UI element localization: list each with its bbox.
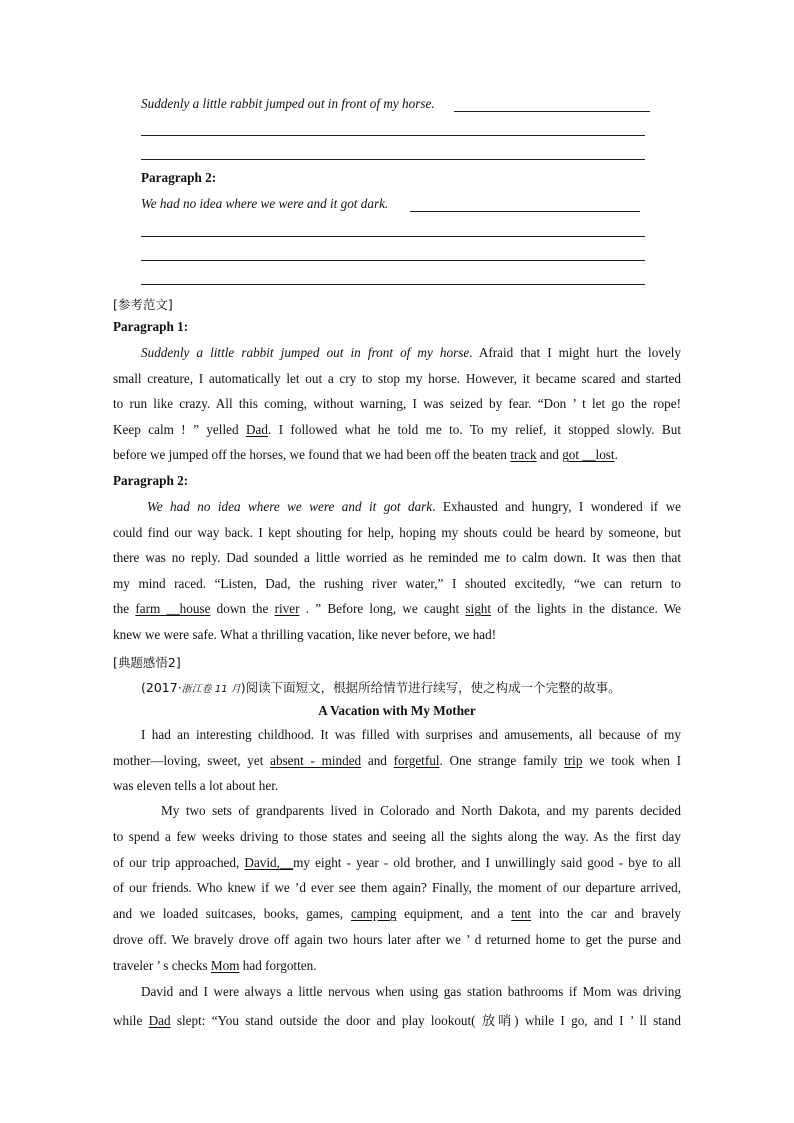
- text-run: mother—loving, sweet, yet: [113, 752, 271, 768]
- paragraph2-prompt: We had no idea where we were and it got dark.: [141, 196, 389, 211]
- instruction-text: )阅读下面短文，根据所给情节进行续写，使之构成一个完整的故事。: [240, 680, 621, 695]
- source-year: (2017·: [141, 680, 182, 695]
- text-run: and we loaded suitcases, books, games,: [113, 906, 351, 922]
- text-run: I had an interesting childhood. It was filled with surprises and amusements, all because of my: [141, 727, 681, 742]
- text-run: was eleven tells a lot about her.: [113, 778, 279, 793]
- text-line: [113, 753, 681, 769]
- text-run: . Exhausted and hungry, I wondered if we: [432, 499, 681, 514]
- text-line: [113, 371, 681, 387]
- model-paragraph2-heading: Paragraph 2:: [113, 473, 189, 488]
- text-line: [113, 829, 681, 845]
- text-run: slept: “You stand outside the door and play lookout( 放哨) while I go, and I ’ ll stand: [170, 1012, 681, 1028]
- underlined-word: got __lost: [562, 447, 615, 462]
- text-run: down the: [210, 601, 275, 616]
- text-line: [161, 803, 681, 819]
- text-run: small creature, I automatically let out a cry to stop my horse. However, it became scared and started: [113, 370, 681, 386]
- underlined-word: absent - minded: [270, 752, 362, 768]
- text-line: [141, 345, 681, 361]
- underlined-word: Dad: [245, 421, 268, 437]
- answer-line: [141, 236, 645, 237]
- practice-instruction: [141, 678, 621, 696]
- text-run: Keep calm ! ” yelled: [113, 421, 246, 437]
- text-run: knew we were safe. What a thrilling vacation, like never before, we had!: [113, 626, 497, 642]
- underlined-word: track: [510, 447, 537, 462]
- text-line: [113, 880, 681, 896]
- text-run: there was no reply. Dad sounded a little worried as he reminded me to calm down. It was then that: [113, 550, 681, 565]
- text-line: [113, 778, 681, 794]
- text-line: [113, 958, 681, 974]
- underlined-word: Mom: [210, 957, 240, 973]
- underlined-word: forgetful: [393, 752, 440, 768]
- text-run: . I followed what he told me to. To my relief, it stopped slowly. But: [267, 421, 681, 437]
- text-run: My two sets of grandparents lived in Colorado and North Dakota, and my parents decided: [161, 803, 681, 818]
- text-run: to spend a few weeks driving to those states and seeing all the sights along the way. As the first day: [113, 828, 681, 844]
- text-run: of our friends. Who knew if we ’d ever see them again? Finally, the moment of our departure arrived,: [113, 880, 681, 896]
- answer-line: [410, 211, 640, 212]
- underlined-word: David,__: [244, 854, 294, 870]
- underlined-word: tent: [511, 906, 531, 922]
- text-run: Suddenly a little rabbit jumped out in front of my horse: [141, 345, 470, 360]
- model-answer-label: [参考范文]: [113, 297, 173, 312]
- text-run: . One strange family: [439, 752, 565, 768]
- text-run: drove off. We bravely drove off again two hours later after we ’ d returned home to get the purse and: [113, 932, 681, 947]
- text-run: We had no idea where we were and it got dark: [147, 499, 433, 514]
- text-run: of our trip approached,: [113, 854, 245, 870]
- practice-label: [典题感悟2]: [113, 655, 181, 670]
- text-run: traveler ’ s checks: [113, 957, 211, 973]
- answer-line: [141, 260, 645, 261]
- text-run: my mind raced. “Listen, Dad, the rushing river water,” I shouted excitedly, “we can return to: [113, 575, 681, 591]
- underlined-word: sight: [465, 601, 492, 616]
- answer-line: [141, 159, 645, 160]
- underlined-word: farm __house: [135, 601, 211, 616]
- text-line: [113, 932, 681, 948]
- text-line: [113, 447, 681, 463]
- text-line: [113, 627, 681, 643]
- text-line: [113, 576, 681, 592]
- text-line: [141, 984, 681, 1000]
- answer-line: [141, 284, 645, 285]
- answer-line: [141, 135, 645, 136]
- model-paragraph1-heading: Paragraph 1:: [113, 319, 189, 334]
- paragraph1-prompt: Suddenly a little rabbit jumped out in front of my horse.: [141, 96, 435, 111]
- text-run: .: [614, 447, 618, 462]
- text-line: [113, 601, 681, 617]
- text-run: into the car and bravely: [530, 906, 681, 922]
- answer-line: [454, 111, 650, 112]
- text-run: and: [536, 447, 563, 462]
- text-line: [113, 855, 681, 871]
- text-line: [113, 550, 681, 566]
- text-line: [113, 1010, 681, 1029]
- text-run: and: [361, 752, 394, 768]
- text-run: my eight - year - old brother, and I unwillingly said good - bye to all: [293, 854, 681, 870]
- text-run: to run like crazy. All this coming, without warning, I was seized by fear. “Don ’ t let go the rope!: [113, 396, 681, 411]
- underlined-word: trip: [564, 752, 583, 768]
- text-run: . Afraid that I might hurt the lovely: [469, 345, 681, 360]
- text-run: before we jumped off the horses, we found that we had been off the beaten: [113, 447, 511, 462]
- text-run: had forgotten.: [239, 957, 317, 973]
- paragraph2-heading: Paragraph 2:: [141, 170, 217, 185]
- underlined-word: Dad: [148, 1012, 171, 1028]
- underlined-word: river: [274, 601, 300, 616]
- text-line: [113, 422, 681, 438]
- text-run: we took when I: [582, 752, 682, 768]
- text-run: of the lights in the distance. We: [491, 601, 681, 616]
- text-run: equipment, and a: [396, 906, 512, 922]
- text-run: David and I were always a little nervous when using gas station bathrooms if Mom was driving: [141, 984, 681, 999]
- text-line: [147, 499, 681, 515]
- text-line: [141, 727, 681, 743]
- underlined-word: camping: [350, 906, 397, 922]
- text-line: [113, 906, 681, 922]
- text-line: [113, 525, 681, 541]
- text-run: could find our way back. I kept shouting for help, hoping my shouts could be heard by someone, but: [113, 524, 681, 540]
- text-line: [113, 396, 681, 412]
- passage-title: A Vacation with My Mother: [318, 703, 476, 718]
- text-run: the: [113, 601, 136, 616]
- text-run: while: [113, 1012, 149, 1028]
- source-name: 浙江卷 11 月: [181, 684, 241, 695]
- text-run: . ” Before long, we caught: [299, 601, 466, 616]
